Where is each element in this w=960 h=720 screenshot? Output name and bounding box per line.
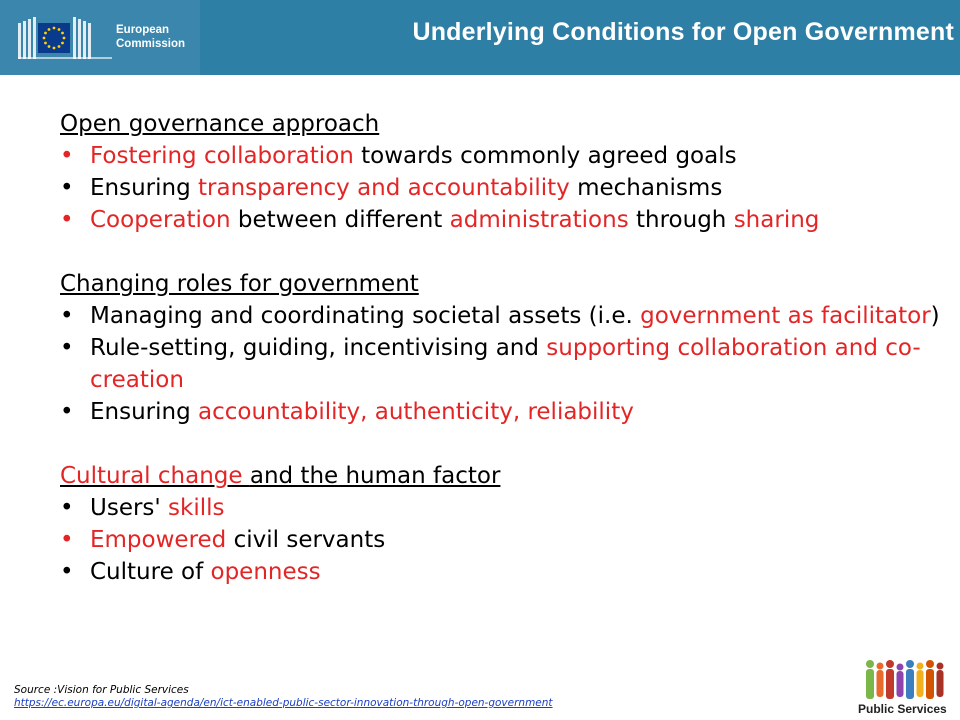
highlighted-text: Empowered [90,527,227,553]
highlighted-text: Fostering collaboration [90,143,354,169]
highlighted-text: supporting collaboration and co-creation [90,335,921,393]
list-item [60,396,950,428]
source-note [14,684,553,710]
highlighted-text: administrations [449,207,629,233]
list-text: between different [230,207,450,233]
page-title: Underlying Conditions for Open Government [412,18,954,46]
list-text: mechanisms [569,175,723,201]
bullet-icon: • [60,495,74,521]
heading-black-part: and the human factor [249,463,501,489]
list-item [60,172,950,204]
logo-line1: European [116,24,170,36]
list-item [60,332,950,396]
ec-building-icon [18,13,112,61]
list-text: Culture of [90,559,211,585]
bullet-icon: • [60,175,74,201]
list-item [60,556,950,588]
bullet-icon: • [60,143,74,169]
source-text: Source :Vision for Public Services [14,684,189,696]
bullet-icon: • [60,527,74,553]
list-item [60,300,950,332]
ec-logo [0,0,200,75]
list-text: Ensuring [90,399,199,425]
bullet-icon: • [60,559,74,585]
list-item [60,204,950,236]
source-link[interactable]: https://ec.europa.eu/digital-agenda/en/ict-enabled-public-sector-innovation-through-open-government [14,697,553,709]
bullet-icon: • [60,303,74,329]
list-text: towards commonly agreed goals [353,143,737,169]
logo-line2: Commission [116,38,186,50]
list-text: Rule-setting, guiding, incentivising and [90,335,547,361]
list-text: Managing and coordinating societal assets (i.e. [90,303,641,329]
bullet-list [60,492,950,588]
highlighted-text: Cooperation [90,207,231,233]
public-services-people-icon [862,658,952,702]
highlighted-text: transparency and accountability [198,175,570,201]
list-item [60,140,950,172]
list-text: Ensuring [90,175,199,201]
highlighted-text: sharing [733,207,820,233]
section-heading [60,460,950,492]
list-item [60,524,950,556]
bullet-list [60,140,950,236]
slide-content [60,108,950,588]
list-text: through [628,207,734,233]
highlighted-text: government as facilitator [640,303,931,329]
bullet-list [60,300,950,428]
list-text: ) [930,303,940,329]
highlighted-text: accountability, authenticity, reliability [198,399,634,425]
ec-logo-text [116,23,185,51]
public-services-label: Public Services [858,702,947,716]
highlighted-text: openness [210,559,321,585]
list-text: Users' [90,495,169,521]
highlighted-text: skills [168,495,225,521]
list-text: civil servants [226,527,386,553]
bullet-icon: • [60,399,74,425]
list-item [60,492,950,524]
bullet-icon: • [60,207,74,233]
bullet-icon: • [60,335,74,361]
section-heading: Open governance approach [60,111,380,137]
heading-red-part: Cultural change [60,463,250,489]
section-heading: Changing roles for government [60,271,419,297]
header-bar [0,0,960,75]
